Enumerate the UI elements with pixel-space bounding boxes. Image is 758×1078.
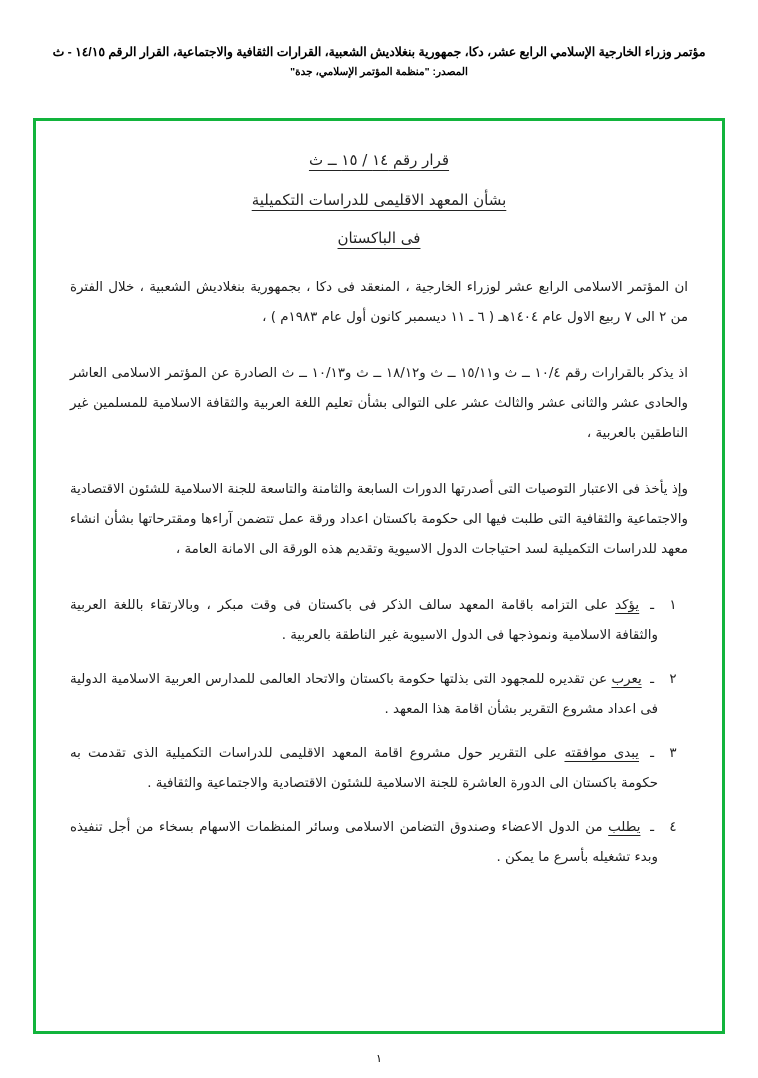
- clause-text-block: [70, 591, 658, 651]
- clause-text: من الدول الاعضاء وصندوق التضامن الاسلامى وسائر المنظمات الاسهام بسخاء من أجل تنفيذه وبدء تشغيله بأسرع ما يمكن .: [70, 820, 658, 865]
- clause-dash: ـ: [650, 598, 654, 613]
- resolution-number: قرار رقم ١٤ / ١٥ ــ ث: [308, 151, 450, 169]
- scanned-document-frame: [33, 118, 725, 1034]
- resolution-title-wrap: [70, 169, 688, 209]
- scanned-document-body: [36, 121, 722, 1031]
- clause-number: ٢: [669, 672, 677, 687]
- clause-item: [70, 665, 688, 725]
- clause-item: [70, 739, 688, 799]
- clause-lead-verb: يؤكد: [615, 598, 640, 613]
- clause-dash: ـ: [650, 746, 655, 761]
- preamble-paragraph-1: ان المؤتمر الاسلامى الرابع عشر لوزراء الخارجية ، المنعقد فى دكا ، بجمهورية بنغلاديش الشعبية ، خلال الفترة من ٢ الى ٧ ربيع الاول عام ١٤٠٤هـ ( ٦ ـ ١١ ديسمبر كانون أول عام ١٩٨٣م ) ،: [70, 280, 688, 325]
- clause-dash: ـ: [650, 820, 654, 835]
- clause-text-block: [70, 813, 658, 873]
- resolution-title-line2: فى الباكستان: [337, 229, 421, 247]
- header-conference-line: مؤتمر وزراء الخارجية الإسلامي الرابع عشر، دكا، جمهورية بنغلاديش الشعبية، القرارات الثقافية والاجتماعية، القرار الرقم ١٤/١٥ - ث: [52, 45, 706, 59]
- clause-text-block: [70, 665, 658, 725]
- clause-list: [70, 591, 688, 873]
- clause-lead-verb: يعرب: [611, 672, 642, 687]
- clause-dash: ـ: [650, 672, 654, 687]
- clause-number: ٤: [669, 820, 677, 835]
- clause-item: [70, 813, 688, 873]
- preamble-paragraph-3: وإذ يأخذ فى الاعتبار التوصيات التى أصدرتها الدورات السابعة والثامنة والتاسعة للجنة الاسلامية للشئون الاقتصادية والاجتماعية والثقافية التى طلبت فيها الى حكومة باكستان اعداد ورقة عمل تتضمن آراءها ومقترحاتها بشأن انشاء معهد للدراسات التكميلية لسد احتياجات الدول الاسيوية وتقديم هذه الورقة الى الامانة العامة ،: [70, 482, 688, 557]
- clause-text: على التقرير حول مشروع اقامة المعهد الاقليمى للدراسات التكميلية الذى تقدمت به حكومة باكستان الى الدورة العاشرة للجنة الاسلامية للشئون الاقتصادية والاجتماعية والثقافية .: [70, 746, 658, 791]
- clause-number: ١: [669, 598, 677, 613]
- clause-lead-verb: يطلب: [608, 820, 641, 835]
- clause-item: [70, 591, 688, 651]
- clause-text: عن تقديره للمجهود التى بذلتها حكومة باكستان والاتحاد العالمى للمدارس العربية الاسلامية الدولية فى اعداد مشروع التقرير بشأن اقامة هذا المعهد .: [70, 672, 658, 717]
- resolution-subtitle-wrap: [70, 209, 688, 247]
- clause-lead-verb: يبدى موافقته: [564, 746, 640, 761]
- page-header: [0, 0, 758, 80]
- page-number: ١: [376, 1053, 382, 1065]
- resolution-number-wrap: [70, 143, 688, 169]
- clause-text-block: [70, 739, 658, 799]
- clause-text: على التزامه باقامة المعهد سالف الذكر فى باكستان فى وقت مبكر ، وبالارتقاء باللغة العربية والثقافة الاسلامية ونموذجها فى الدول الاسيوية غير الناطقة بالعربية .: [70, 598, 658, 643]
- resolution-title-line1: بشأن المعهد الاقليمى للدراسات التكميلية: [251, 191, 507, 209]
- preamble-paragraph-2: اذ يذكر بالقرارات رقم ١٠/٤ ــ ث و١٥/١١ ــ ث و١٨/١٢ ــ ث و١٠/١٣ ــ ث الصادرة عن المؤتمر الاسلامى العاشر والحادى عشر والثانى عشر والثالث عشر على التوالى بشأن تعليم اللغة العربية والثقافة الاسلامية للمسلمين غير الناطقين بالعربية ،: [70, 366, 688, 441]
- header-source-line: المصدر: "منظمة المؤتمر الإسلامي، جدة": [290, 66, 468, 78]
- clause-number: ٣: [669, 746, 677, 761]
